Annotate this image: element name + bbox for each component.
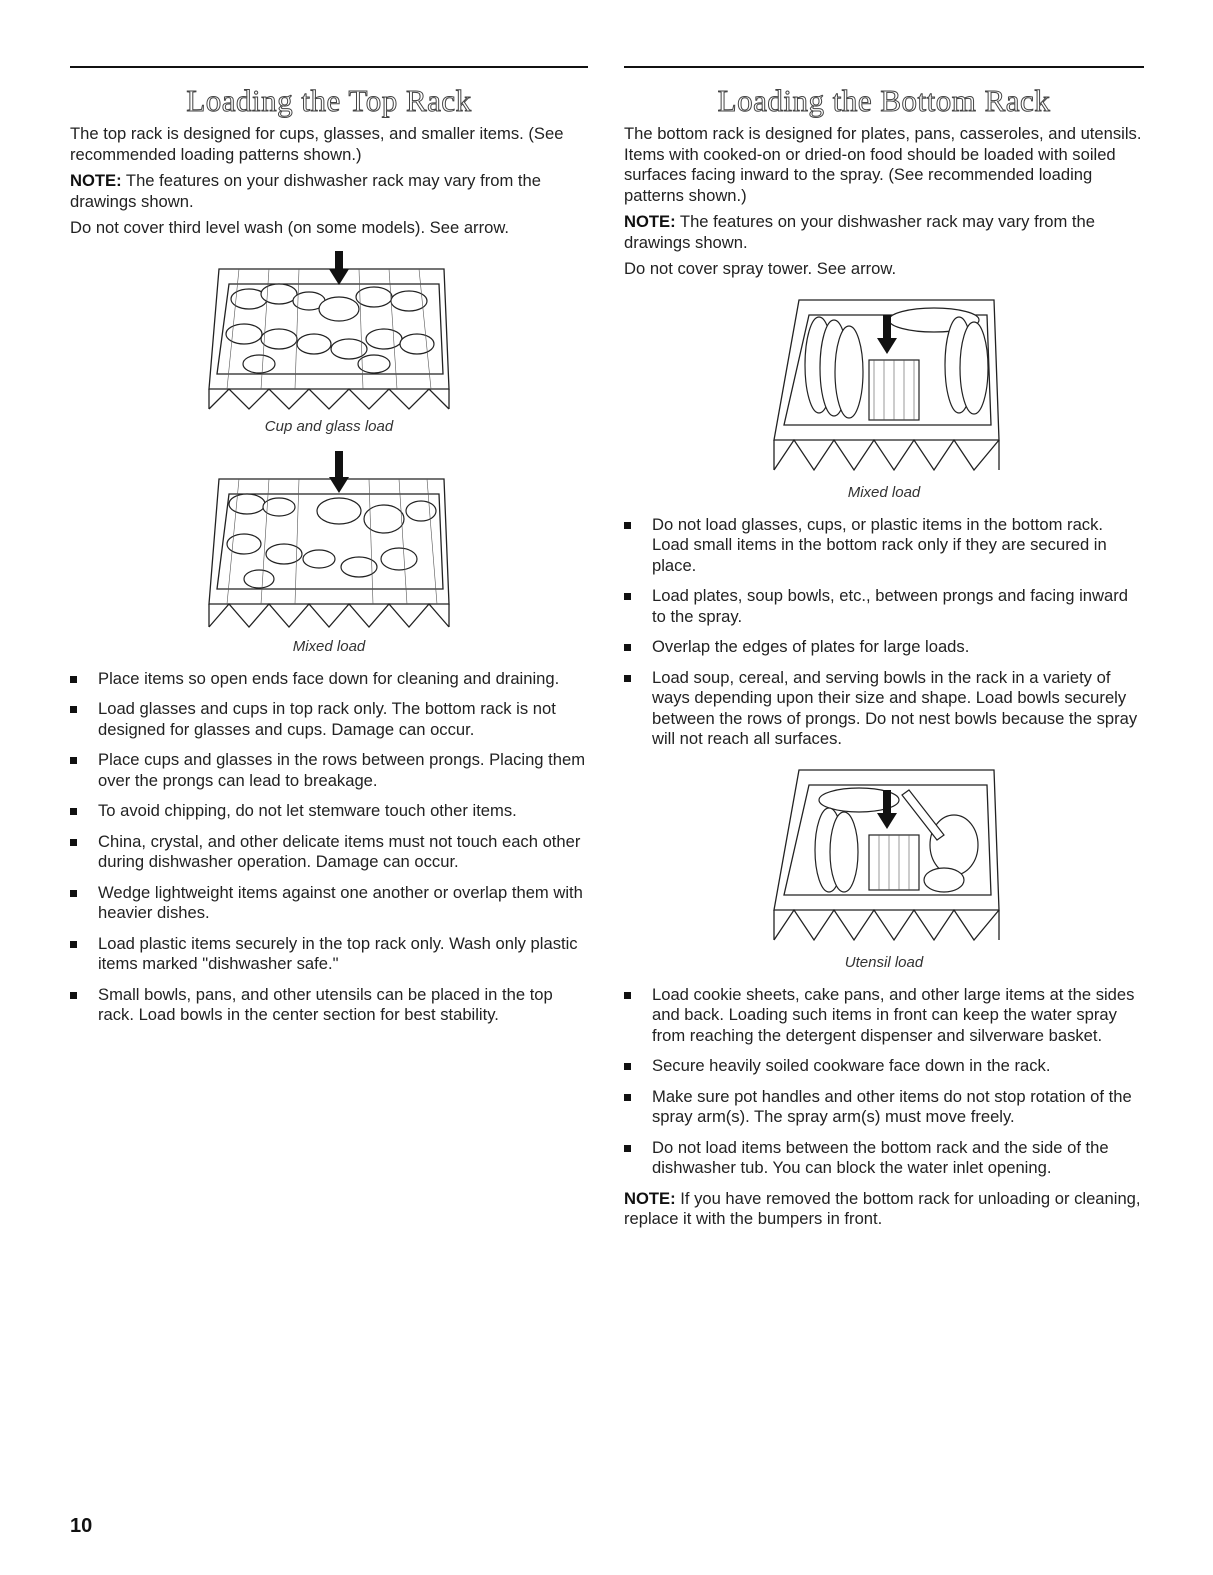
bullet-icon xyxy=(624,522,631,529)
bullet-icon xyxy=(70,808,77,815)
bullet-icon xyxy=(624,1145,631,1152)
page-number: 10 xyxy=(70,1515,93,1537)
bullet-icon xyxy=(70,941,77,948)
top-rack-heading: Loading the Top Rack xyxy=(186,83,472,118)
list-item: Place items so open ends face down for cleaning and draining. xyxy=(70,669,588,690)
bullet-icon xyxy=(70,676,77,683)
top-rack-intro: The top rack is designed for cups, glasses, and smaller items. (See recommended loading patterns shown.) xyxy=(70,124,564,164)
note-label: NOTE: xyxy=(624,212,676,231)
top-rack-mixed-illustration xyxy=(199,449,459,634)
list-item: Place cups and glasses in the rows between prongs. Placing them over the prongs can lead to breakage. xyxy=(70,750,588,791)
note-label: NOTE: xyxy=(70,171,122,190)
list-item: Wedge lightweight items against one another or overlap them with heavier dishes. xyxy=(70,883,588,924)
bullet-icon xyxy=(70,757,77,764)
left-column xyxy=(70,66,588,1036)
list-item: Do not load items between the bottom rack and the side of the dishwasher tub. You can block the water inlet opening. xyxy=(624,1138,1144,1179)
bottom-rack-bullet-list-1 xyxy=(624,515,1144,750)
top-mixed-load-figure xyxy=(70,449,588,655)
note-text: The features on your dishwasher rack may vary from the drawings shown. xyxy=(624,212,1095,252)
note-label: NOTE: xyxy=(624,1188,676,1208)
note-text: The features on your dishwasher rack may vary from the drawings shown. xyxy=(70,171,541,211)
figure-caption: Mixed load xyxy=(847,483,921,501)
list-item: Load cookie sheets, cake pans, and other large items at the sides and back. Loading such items in front can keep the water spray from reaching the detergent dispenser and silverware basket. xyxy=(624,985,1144,1047)
note-text: If you have removed the bottom rack for unloading or cleaning, replace it with the bumpers in front. xyxy=(624,1188,1141,1228)
figure-caption: Mixed load xyxy=(292,637,366,655)
list-item: Do not load glasses, cups, or plastic items in the bottom rack. Load small items in the bottom rack only if they are secured in place. xyxy=(624,515,1144,577)
bottom-rack-mixed-illustration xyxy=(759,290,1009,480)
bullet-icon xyxy=(624,1094,631,1101)
third-level-text: Do not cover third level wash (on some models). See arrow. xyxy=(70,218,510,237)
section-divider xyxy=(624,66,1144,68)
cup-glass-load-figure xyxy=(70,249,588,435)
list-item: To avoid chipping, do not let stemware touch other items. xyxy=(70,801,588,822)
list-item: Load plates, soup bowls, etc., between prongs and facing inward to the spray. xyxy=(624,586,1144,627)
list-item: China, crystal, and other delicate items must not touch each other during dishwasher operation. Damage can occur. xyxy=(70,832,588,873)
bottom-rack-note xyxy=(624,212,1144,253)
bottom-rack-heading: Loading the Bottom Rack xyxy=(717,83,1051,118)
bullet-icon xyxy=(70,706,77,713)
spray-tower-text: Do not cover spray tower. See arrow. xyxy=(624,259,897,278)
bullet-icon xyxy=(624,675,631,682)
right-column xyxy=(624,66,1144,1236)
list-item: Secure heavily soiled cookware face down in the rack. xyxy=(624,1056,1144,1077)
utensil-load-figure xyxy=(624,760,1144,971)
list-item: Load glasses and cups in top rack only. The bottom rack is not designed for glasses and cups. Damage can occur. xyxy=(70,699,588,740)
figure-caption: Cup and glass load xyxy=(264,417,394,435)
list-item: Make sure pot handles and other items do not stop rotation of the spray arm(s). The spray arm(s) must move freely. xyxy=(624,1087,1144,1128)
bottom-rack-utensil-illustration xyxy=(759,760,1009,950)
top-rack-note xyxy=(70,171,588,212)
bullet-icon xyxy=(624,992,631,999)
bullet-icon xyxy=(624,1063,631,1070)
bullet-icon xyxy=(70,992,77,999)
figure-caption: Utensil load xyxy=(844,953,924,971)
bullet-icon xyxy=(70,839,77,846)
bottom-rack-bullet-list-2 xyxy=(624,985,1144,1179)
list-item: Load soup, cereal, and serving bowls in the rack in a variety of ways depending upon their size and shape. Load bowls securely between the rows of prongs. Do not nest bowls because the spray will not reach all surfaces. xyxy=(624,668,1144,750)
arrow-down-icon xyxy=(329,451,349,493)
bottom-rack-intro: The bottom rack is designed for plates, pans, casseroles, and utensils. Items with cooked-on or dried-on food should be loaded with soiled surfaces facing inward to the spray. (See recommended loading patterns shown.) xyxy=(624,124,1142,205)
bottom-mixed-load-figure xyxy=(624,290,1144,501)
arrow-down-icon xyxy=(329,251,349,285)
list-item: Small bowls, pans, and other utensils can be placed in the top rack. Load bowls in the center section for best stability. xyxy=(70,985,588,1026)
section-divider xyxy=(70,66,588,68)
bullet-icon xyxy=(624,644,631,651)
bullet-icon xyxy=(624,593,631,600)
bullet-icon xyxy=(70,890,77,897)
top-rack-bullet-list xyxy=(70,669,588,1026)
top-rack-illustration xyxy=(199,249,459,414)
bottom-rack-final-note xyxy=(624,1189,1144,1230)
list-item: Overlap the edges of plates for large loads. xyxy=(624,637,1144,658)
list-item: Load plastic items securely in the top rack only. Wash only plastic items marked "dishwasher safe." xyxy=(70,934,588,975)
